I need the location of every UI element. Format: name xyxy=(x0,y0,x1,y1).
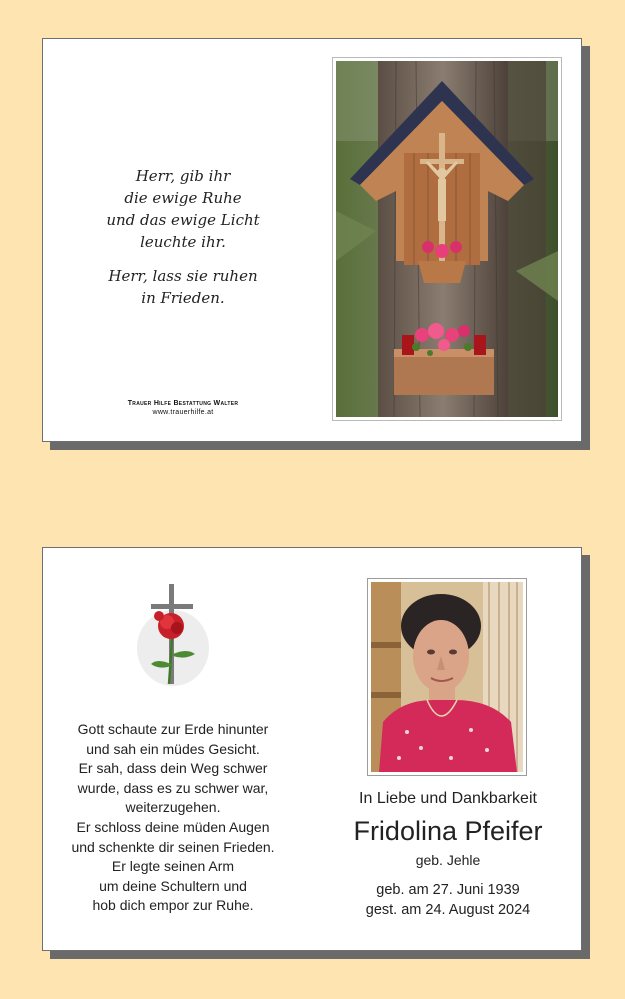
memorial-card xyxy=(42,547,582,951)
prayer-stanza xyxy=(83,265,283,309)
shrine-illustration xyxy=(336,61,558,417)
prayer-line: die ewige Ruhe xyxy=(124,189,242,207)
funeral-home-name: Trauer Hilfe Bestattung Walter xyxy=(127,400,239,407)
funeral-home-credit xyxy=(93,399,273,417)
birth-date: geb. am 27. Juni 1939 xyxy=(376,882,520,898)
prayer-line: Herr, lass sie ruhen xyxy=(108,267,258,285)
poem-line: hob dich empor zur Ruhe. xyxy=(92,897,254,914)
portrait-illustration xyxy=(371,582,523,772)
funeral-home-website: www.trauerhilfe.at xyxy=(152,409,214,416)
prayer-stanza xyxy=(83,165,283,253)
prayer-line: leuchte ihr. xyxy=(140,233,226,251)
poem-line: Er legte seinen Arm xyxy=(111,858,235,875)
cross-with-red-rose-icon xyxy=(129,578,219,698)
poem-line: weiterzugehen. xyxy=(125,799,221,816)
poem-line: wurde, dass es zu schwer war, xyxy=(77,779,269,796)
life-dates xyxy=(323,880,573,920)
prayer-line: und das ewige Licht xyxy=(106,211,260,229)
poem-line: Er sah, dass dein Weg schwer xyxy=(78,760,268,777)
prayer-line: in Frieden. xyxy=(141,289,225,307)
prayer-line: Herr, gib ihr xyxy=(135,167,231,185)
prayer-card xyxy=(42,38,582,442)
death-date: gest. am 24. August 2024 xyxy=(365,902,531,918)
poem-line: Er schloss deine müden Augen xyxy=(76,818,270,835)
prayer-text xyxy=(83,165,283,321)
wayside-shrine-photo xyxy=(332,57,562,421)
poem-line: und schenkte dir seinen Frieden. xyxy=(71,838,275,855)
poem-line: Gott schaute zur Erde hinunter xyxy=(77,721,269,737)
deceased-name: Fridolina Pfeifer xyxy=(353,816,543,846)
maiden-name: geb. Jehle xyxy=(415,852,481,868)
poem-line: um deine Schultern und xyxy=(99,877,247,894)
dedication-text: In Liebe und Dankbarkeit xyxy=(359,790,537,807)
portrait-photo xyxy=(367,578,527,776)
poem-line: und sah ein müdes Gesicht. xyxy=(86,740,260,757)
memorial-poem xyxy=(53,720,293,916)
memorial-details xyxy=(323,788,573,920)
